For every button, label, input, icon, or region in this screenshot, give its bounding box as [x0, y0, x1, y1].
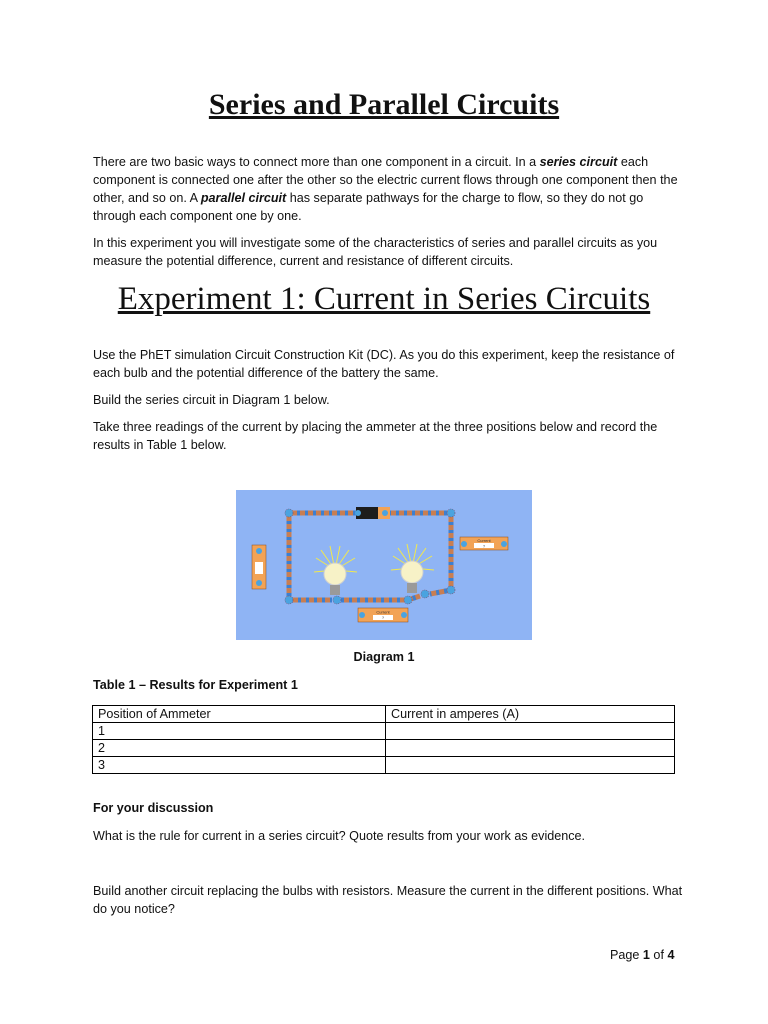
- diagram-caption: Diagram 1: [353, 650, 415, 664]
- battery-icon: [355, 507, 390, 519]
- table-header-cell: Current in amperes (A): [386, 706, 675, 723]
- table-cell: [386, 757, 675, 774]
- page-current: 1: [642, 948, 650, 962]
- table-row: [93, 740, 675, 757]
- table-cell: 2: [93, 740, 386, 757]
- discussion-heading: For your discussion: [93, 801, 214, 815]
- intro-paragraph: [93, 153, 683, 225]
- page-prefix: Page: [610, 948, 643, 962]
- intro-paragraph-2: In this experiment you will investigate some of the characteristics of series and parallel circuits as you measure the potential difference, current and resistance of different circuits.: [93, 236, 658, 268]
- document-title: Series and Parallel Circuits: [208, 88, 560, 121]
- ammeter-right-label: Current: [477, 538, 491, 543]
- table-cell: [386, 723, 675, 740]
- ammeter-bottom-label: Current: [376, 609, 390, 615]
- discussion-question: What is the rule for current in a series circuit? Quote results from your work as evidence.: [93, 829, 586, 843]
- circuit-diagram: [236, 490, 532, 640]
- experiment-1-title: Experiment 1: Current in Series Circuits: [117, 281, 651, 317]
- table-header-cell: Position of Ammeter: [93, 706, 386, 723]
- results-table: [92, 705, 675, 774]
- experiment-1-instructions: Use the PhET simulation Circuit Construction Kit (DC). As you do this experiment, keep the resistance of each bulb and the potential difference of the battery the same.: [93, 348, 675, 380]
- table-caption: Table 1 – Results for Experiment 1: [93, 678, 298, 692]
- ammeter-right-value: ?: [482, 543, 486, 549]
- ammeter-bottom-value: ?: [381, 615, 385, 620]
- page-of: of: [649, 948, 668, 962]
- ammeter-bottom-icon: [358, 608, 408, 622]
- page-total: 4: [667, 948, 675, 962]
- series-circuit-term: series circuit: [539, 155, 618, 169]
- experiment-1-readings-step: Take three readings of the current by placing the ammeter at the three positions below and record the results in Table 1 below.: [93, 420, 658, 452]
- table-row: [93, 723, 675, 740]
- table-cell: 1: [93, 723, 386, 740]
- table-cell: 3: [93, 757, 386, 774]
- discussion-followup: Build another circuit replacing the bulbs with resistors. Measure the current in the different positions. What do you notice?: [93, 884, 683, 916]
- ammeter-right-icon: [460, 537, 508, 550]
- table-cell: [386, 740, 675, 757]
- ammeter-left-icon: [252, 545, 266, 589]
- intro-text-a: There are two basic ways to connect more than one component in a circuit. In a: [93, 155, 540, 169]
- table-header-row: [93, 706, 675, 723]
- experiment-1-build-step: Build the series circuit in Diagram 1 below.: [93, 393, 330, 407]
- intro-text-b: each component is connected one after the other so the electric current flows through one component then the other, and so on. A: [93, 155, 678, 205]
- intro-text-c: has separate pathways for the charge to flow, so they do not go through each component one by one.: [93, 191, 644, 223]
- page-number: [610, 948, 674, 962]
- parallel-circuit-term: parallel circuit: [200, 191, 287, 205]
- table-row: [93, 757, 675, 774]
